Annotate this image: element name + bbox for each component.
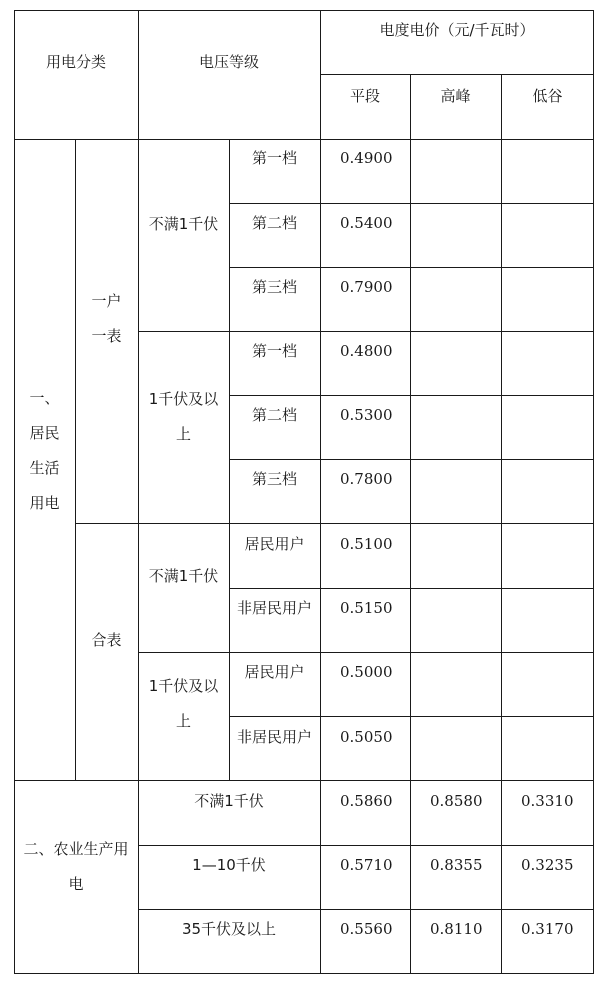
- agri-voltage: 35千伏及以上: [181, 920, 277, 938]
- residential-label: [14, 381, 75, 521]
- combined-label: 合表: [91, 631, 122, 649]
- voltage-label-line: 1千伏及以: [148, 677, 219, 695]
- agri-voltage: 不满1千伏: [194, 792, 264, 810]
- flat-price: 0.7800: [340, 470, 393, 488]
- flat-price: 0.7900: [340, 278, 393, 296]
- header-category: 用电分类: [45, 53, 106, 71]
- peak-price: 0.8355: [430, 856, 483, 874]
- voltage-1kv-and-above: [138, 669, 229, 739]
- tier-label: 第三档: [251, 470, 297, 488]
- tier-label: 第二档: [251, 406, 297, 424]
- agriculture-label-line: 二、农业生产用: [23, 840, 129, 858]
- tier-label: 第一档: [251, 149, 297, 167]
- valley-price: 0.3170: [521, 920, 574, 938]
- user-type-label: 居民用户: [244, 663, 305, 681]
- flat-price: 0.5860: [340, 792, 393, 810]
- divider: [138, 845, 594, 846]
- one-meter-label-line: 一户: [91, 292, 122, 310]
- header-price-title: 电度电价（元/千瓦时）: [379, 21, 535, 39]
- flat-price: 0.4900: [340, 149, 393, 167]
- voltage-label-line: 1千伏及以: [148, 390, 219, 408]
- tier-label: 第三档: [251, 278, 297, 296]
- divider: [75, 523, 594, 524]
- flat-price: 0.5050: [340, 728, 393, 746]
- flat-price: 0.5300: [340, 406, 393, 424]
- agriculture-label: [14, 832, 138, 902]
- header-voltage-level: 电压等级: [198, 53, 259, 71]
- divider: [138, 10, 139, 974]
- flat-price: 0.4800: [340, 342, 393, 360]
- divider: [320, 74, 594, 75]
- user-type-label: 非居民用户: [236, 599, 312, 617]
- header-valley: 低谷: [532, 87, 563, 105]
- tier-label: 第一档: [251, 342, 297, 360]
- header-flat: 平段: [349, 87, 380, 105]
- flat-price: 0.5560: [340, 920, 393, 938]
- voltage-label-line: 上: [175, 712, 191, 730]
- valley-price: 0.3310: [521, 792, 574, 810]
- peak-price: 0.8110: [430, 920, 483, 938]
- divider: [501, 74, 502, 974]
- divider: [229, 395, 594, 396]
- divider: [320, 10, 321, 974]
- voltage-under-1kv: 不满1千伏: [148, 215, 219, 233]
- divider: [410, 74, 411, 974]
- divider: [229, 588, 594, 589]
- divider: [229, 716, 594, 717]
- residential-label-line: 用电: [29, 494, 60, 512]
- flat-price: 0.5400: [340, 214, 393, 232]
- peak-price: 0.8580: [430, 792, 483, 810]
- residential-label-line: 生活: [29, 459, 60, 477]
- header-peak: 高峰: [440, 87, 471, 105]
- divider: [229, 459, 594, 460]
- divider: [229, 267, 594, 268]
- divider: [138, 331, 594, 332]
- user-type-label: 居民用户: [244, 535, 305, 553]
- agriculture-label-line: 电: [68, 875, 84, 893]
- agri-voltage: 1—10千伏: [192, 856, 266, 874]
- divider: [138, 652, 594, 653]
- one-meter-label-line: 一表: [91, 327, 122, 345]
- voltage-1kv-and-above: [138, 382, 229, 452]
- user-type-label: 非居民用户: [236, 728, 312, 746]
- one-meter-label: [75, 284, 138, 354]
- divider: [138, 909, 594, 910]
- flat-price: 0.5100: [340, 535, 393, 553]
- divider: [75, 139, 76, 780]
- flat-price: 0.5000: [340, 663, 393, 681]
- residential-label-line: 居民: [29, 424, 60, 442]
- tier-label: 第二档: [251, 214, 297, 232]
- voltage-under-1kv: 不满1千伏: [148, 567, 219, 585]
- divider: [14, 780, 594, 781]
- flat-price: 0.5710: [340, 856, 393, 874]
- flat-price: 0.5150: [340, 599, 393, 617]
- divider: [229, 203, 594, 204]
- residential-label-line: 一、: [29, 389, 60, 407]
- valley-price: 0.3235: [521, 856, 574, 874]
- voltage-label-line: 上: [175, 425, 191, 443]
